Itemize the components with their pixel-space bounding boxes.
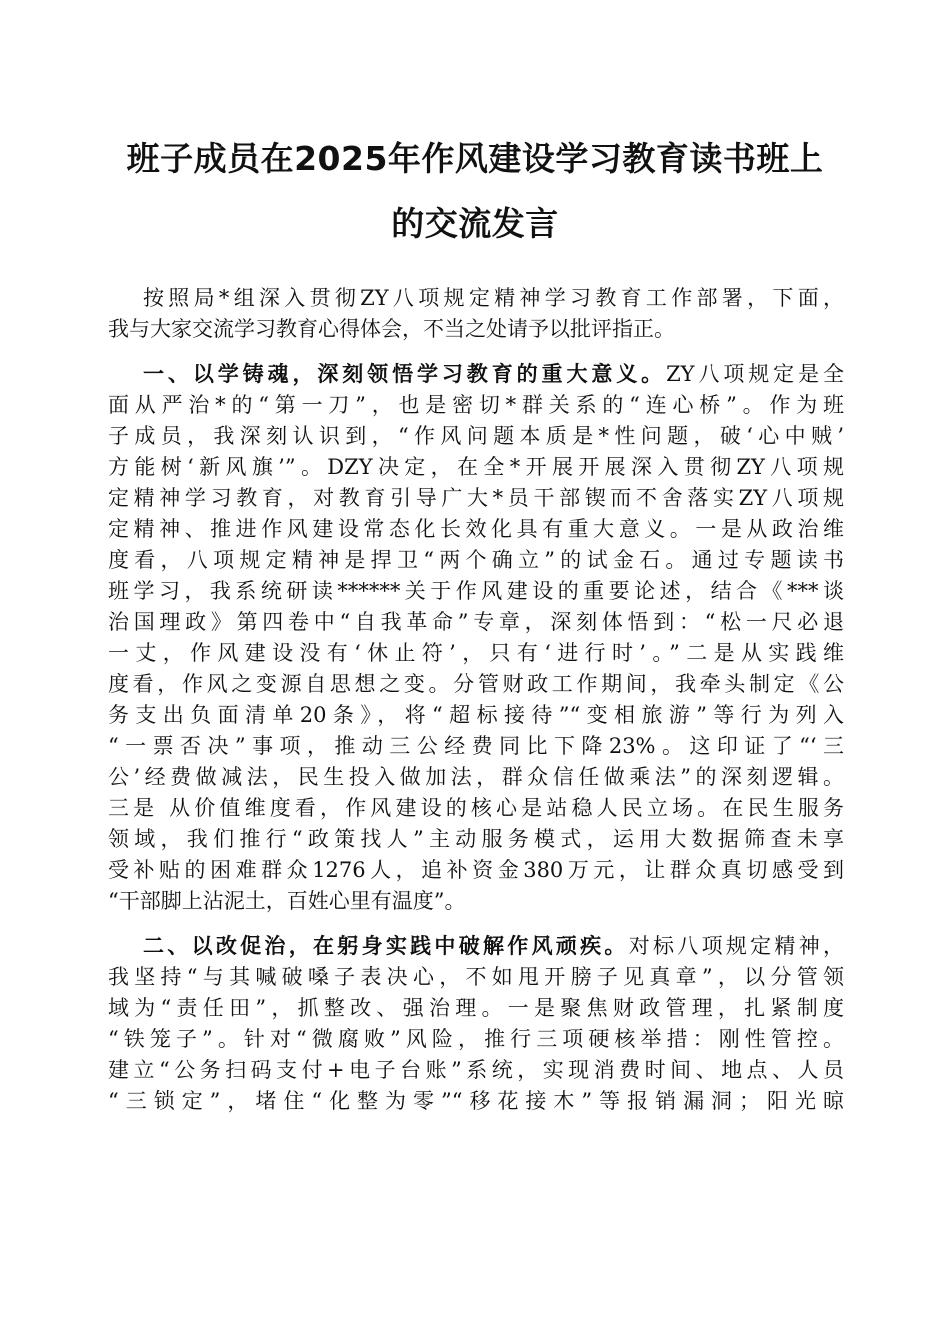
section1-line: 度看，八项规定精神是捍卫“两个确立”的试金石。通过专题读书 bbox=[108, 548, 844, 572]
document-title-line-2: 的交流发言 bbox=[391, 204, 559, 243]
section1-line: 度看，作风之变源自思想之变。分管财政工作期间，我牵头制定《公 bbox=[108, 672, 844, 696]
section1-line: 面从严治*的“第一刀”，也是密切*群关系的“连心桥”。作为班 bbox=[108, 393, 844, 417]
section1-line: 务支出负面清单20条》，将“超标接待”“变相旅游”等行为列入 bbox=[108, 703, 844, 727]
section2-line: “铁笼子”。针对“微腐败”风险，推行三项硬核举措：刚性管控。 bbox=[108, 1027, 844, 1051]
section1-line: 治国理政》第四卷中“自我革命”专章，深刻体悟到：“松一尺必退 bbox=[108, 610, 844, 634]
section1-heading: 一、以学铸魂，深刻领悟学习教育的重大意义。 bbox=[143, 362, 667, 386]
section1-line: 方能树‘新风旗’”。DZY决定，在全*开展开展深入贯彻ZY八项规 bbox=[108, 455, 844, 479]
section1-line: 定精神学习教育，对教育引导广大*员干部锲而不舍落实ZY八项规 bbox=[108, 486, 844, 510]
section2-line: 域为“责任田”，抓整改、强治理。一是聚焦财政管理，扎紧制度 bbox=[108, 996, 844, 1020]
section1-line: 公’经费做减法，民生投入做加法，群众信任做乘法”的深刻逻辑。 bbox=[108, 765, 844, 789]
section2-heading: 二、以改促治，在躬身实践中破解作风顽疾。 bbox=[143, 934, 629, 958]
section1-line: 一丈，作风建设没有‘休止符’，只有‘进行时’。”二是从实践维 bbox=[108, 641, 844, 665]
section1-line: 班学习，我系统研读******关于作风建设的重要论述，结合《***谈 bbox=[108, 579, 844, 603]
intro-line: 我与大家交流学习教育心得体会，不当之处请予以批评指正。 bbox=[108, 317, 675, 341]
document-title-line-1: 班子成员在2025年作风建设学习教育读书班上 bbox=[126, 139, 824, 178]
section2-line: “三锁定”，堵住“化整为零”“移花接木”等报销漏洞；阳光晾 bbox=[108, 1089, 844, 1113]
section1-line: 子成员，我深刻认识到，“作风问题本质是*性问题，破‘心中贼’ bbox=[108, 424, 844, 448]
section2-line: 建立“公务扫码支付+电子台账”系统，实现消费时间、地点、人员 bbox=[108, 1058, 844, 1082]
intro-line: 按照局*组深入贯彻ZY八项规定精神学习教育工作部署，下面， bbox=[143, 286, 844, 310]
section1-first-line-text: ZY八项规定是全 bbox=[666, 362, 844, 386]
section1-first-line bbox=[143, 359, 844, 389]
section1-line: 定精神、推进作风建设常态化长效化具有重大意义。一是从政治维 bbox=[108, 517, 844, 541]
section1-line: “干部脚上沾泥土，百姓心里有温度”。 bbox=[108, 889, 466, 913]
section2-first-line bbox=[143, 931, 844, 961]
section1-line: 三是 从价值维度看，作风建设的核心是站稳人民立场。在民生服务 bbox=[108, 796, 844, 820]
section1-line: “一票否决”事项，推动三公经费同比下降23%。这印证了“‘三 bbox=[108, 734, 844, 758]
section2-first-line-text: 对标八项规定精神， bbox=[628, 934, 845, 958]
section2-line: 我坚持“与其喊破嗓子表决心，不如甩开膀子见真章”，以分管领 bbox=[108, 965, 844, 989]
section1-line: 领域，我们推行“政策找人”主动服务模式，运用大数据筛查未享 bbox=[108, 827, 844, 851]
section1-line: 受补贴的困难群众1276人，追补资金380万元，让群众真切感受到 bbox=[108, 858, 844, 882]
